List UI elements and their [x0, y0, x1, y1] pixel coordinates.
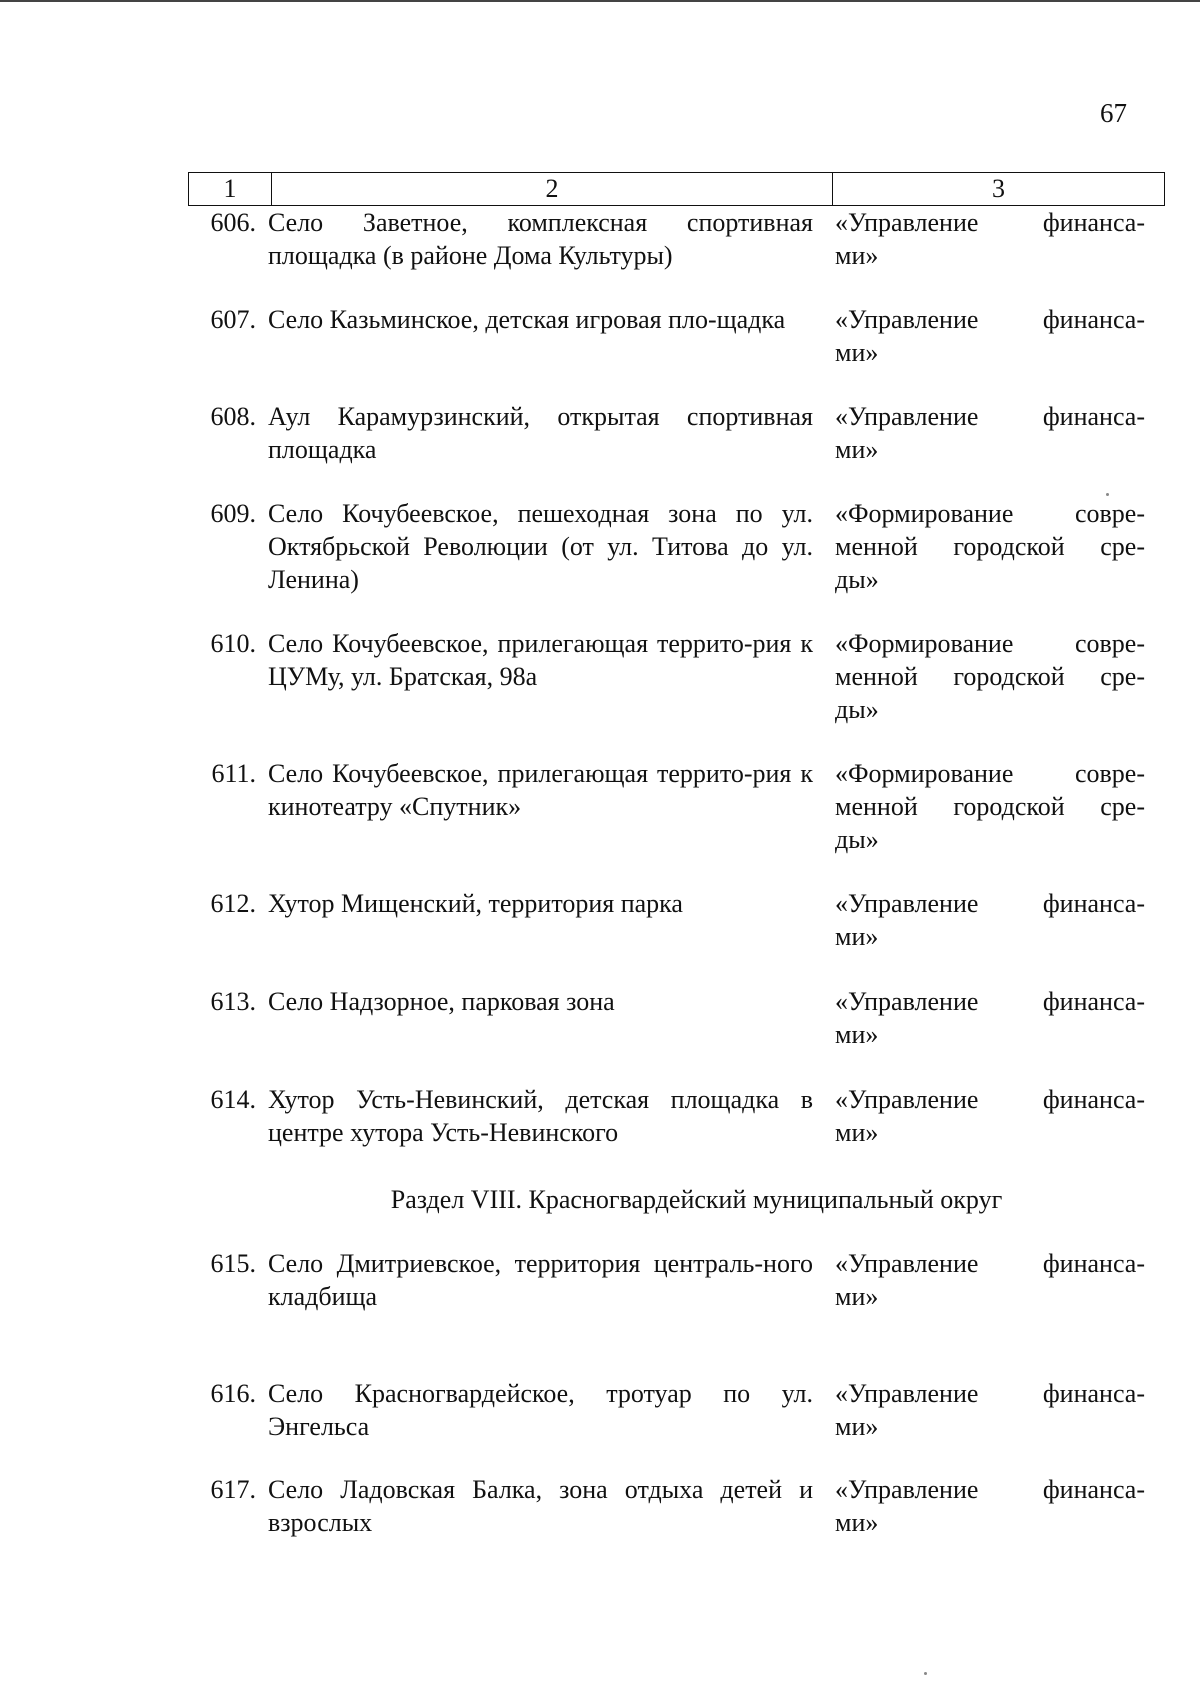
- table-row: [188, 303, 1165, 369]
- row-number: 616.: [210, 1379, 256, 1408]
- row-program: [813, 1377, 1145, 1443]
- program-line: ми»: [835, 1020, 879, 1049]
- row-program: [813, 985, 1145, 1051]
- row-description: Село Красногвардейское, тротуар по ул. Энгельса: [268, 1379, 813, 1441]
- row-number: 611.: [211, 759, 256, 788]
- program-line: ми»: [835, 435, 879, 464]
- row-program: [813, 1473, 1145, 1539]
- program-line: ды»: [835, 695, 879, 724]
- table-row: [188, 985, 1165, 1051]
- table-row: [188, 400, 1165, 466]
- program-line: ми»: [835, 1508, 879, 1537]
- row-program: [813, 400, 1145, 466]
- program-line: ды»: [835, 825, 879, 854]
- row-number: 614.: [210, 1085, 256, 1114]
- program-line: ми»: [835, 338, 879, 367]
- row-description: Село Заветное, комплексная спортивная площадка (в районе Дома Культуры): [268, 208, 813, 270]
- row-number: 612.: [210, 889, 256, 918]
- row-program: [813, 497, 1145, 596]
- table-header: [188, 172, 1165, 206]
- program-line: ми»: [835, 1118, 879, 1147]
- row-program: [813, 627, 1145, 726]
- scan-speck: [924, 1672, 927, 1675]
- program-line: ми»: [835, 1282, 879, 1311]
- header-col-2: 2: [272, 173, 833, 205]
- row-number: 615.: [210, 1249, 256, 1278]
- table-row: [188, 757, 1165, 856]
- header-col-1: 1: [189, 173, 272, 205]
- row-program: [813, 303, 1145, 369]
- table-row: [188, 1247, 1165, 1313]
- row-description: Село Казьминское, детская игровая пло-щадка: [268, 305, 786, 334]
- table-row: [188, 1377, 1165, 1443]
- table-row: [188, 1083, 1165, 1149]
- program-line: менной городской сре-: [835, 532, 1145, 561]
- row-description: Село Кочубеевское, прилегающая террито-рия к ЦУМу, ул. Братская, 98а: [268, 629, 813, 691]
- program-line: менной городской сре-: [835, 792, 1145, 821]
- section-heading: Раздел VIII. Красногвардейский муниципальный округ: [390, 1185, 1003, 1214]
- program-line: ды»: [835, 565, 879, 594]
- header-col-3: 3: [992, 174, 1005, 203]
- row-description: Аул Карамурзинский, открытая спортивная площадка: [268, 402, 813, 464]
- row-number: 613.: [210, 987, 256, 1016]
- program-line: «Управление финанса-: [835, 402, 1145, 431]
- table-row: [188, 497, 1165, 596]
- table-row: [188, 1473, 1165, 1539]
- program-line: менной городской сре-: [835, 662, 1145, 691]
- program-line: «Управление финанса-: [835, 305, 1145, 334]
- program-line: ми»: [835, 1412, 879, 1441]
- page-number: 67: [1100, 98, 1127, 128]
- program-line: ми»: [835, 241, 879, 270]
- program-line: «Управление финанса-: [835, 1379, 1145, 1408]
- row-description: Хутор Мищенский, территория парка: [268, 889, 683, 918]
- program-line: «Формирование совре-: [835, 759, 1145, 788]
- row-program: [813, 757, 1145, 856]
- scan-speck: [1106, 493, 1109, 496]
- row-program: [813, 1083, 1145, 1149]
- row-program: [813, 206, 1145, 272]
- row-description: Село Дмитриевское, территория централь-ного кладбища: [268, 1249, 813, 1311]
- program-line: «Управление финанса-: [835, 1475, 1145, 1504]
- program-line: «Управление финанса-: [835, 1249, 1145, 1278]
- table-row: [188, 887, 1165, 953]
- row-number: 609.: [210, 499, 256, 528]
- row-number: 608.: [210, 402, 256, 431]
- row-description: Село Кочубеевское, прилегающая террито-рия к кинотеатру «Спутник»: [268, 759, 813, 821]
- program-line: «Формирование совре-: [835, 629, 1145, 658]
- program-line: ми»: [835, 922, 879, 951]
- row-number: 607.: [210, 305, 256, 334]
- program-line: «Управление финанса-: [835, 208, 1145, 237]
- row-description: Село Надзорное, парковая зона: [268, 987, 615, 1016]
- top-border-line: [0, 0, 1200, 2]
- table-row: [188, 627, 1165, 726]
- program-line: «Управление финанса-: [835, 889, 1145, 918]
- row-program: [813, 887, 1145, 953]
- row-number: 606.: [210, 208, 256, 237]
- table-row: [188, 206, 1165, 272]
- program-line: «Управление финанса-: [835, 1085, 1145, 1114]
- row-description: Село Ладовская Балка, зона отдыха детей и взрослых: [268, 1475, 813, 1537]
- row-program: [813, 1247, 1145, 1313]
- program-line: «Формирование совре-: [835, 499, 1145, 528]
- row-number: 617.: [210, 1475, 256, 1504]
- program-line: «Управление финанса-: [835, 987, 1145, 1016]
- row-number: 610.: [210, 629, 256, 658]
- row-description: Село Кочубеевское, пешеходная зона по ул. Октябрьской Революции (от ул. Титова до ул. Ленина): [268, 499, 813, 594]
- row-description: Хутор Усть-Невинский, детская площадка в центре хутора Усть-Невинского: [268, 1085, 813, 1147]
